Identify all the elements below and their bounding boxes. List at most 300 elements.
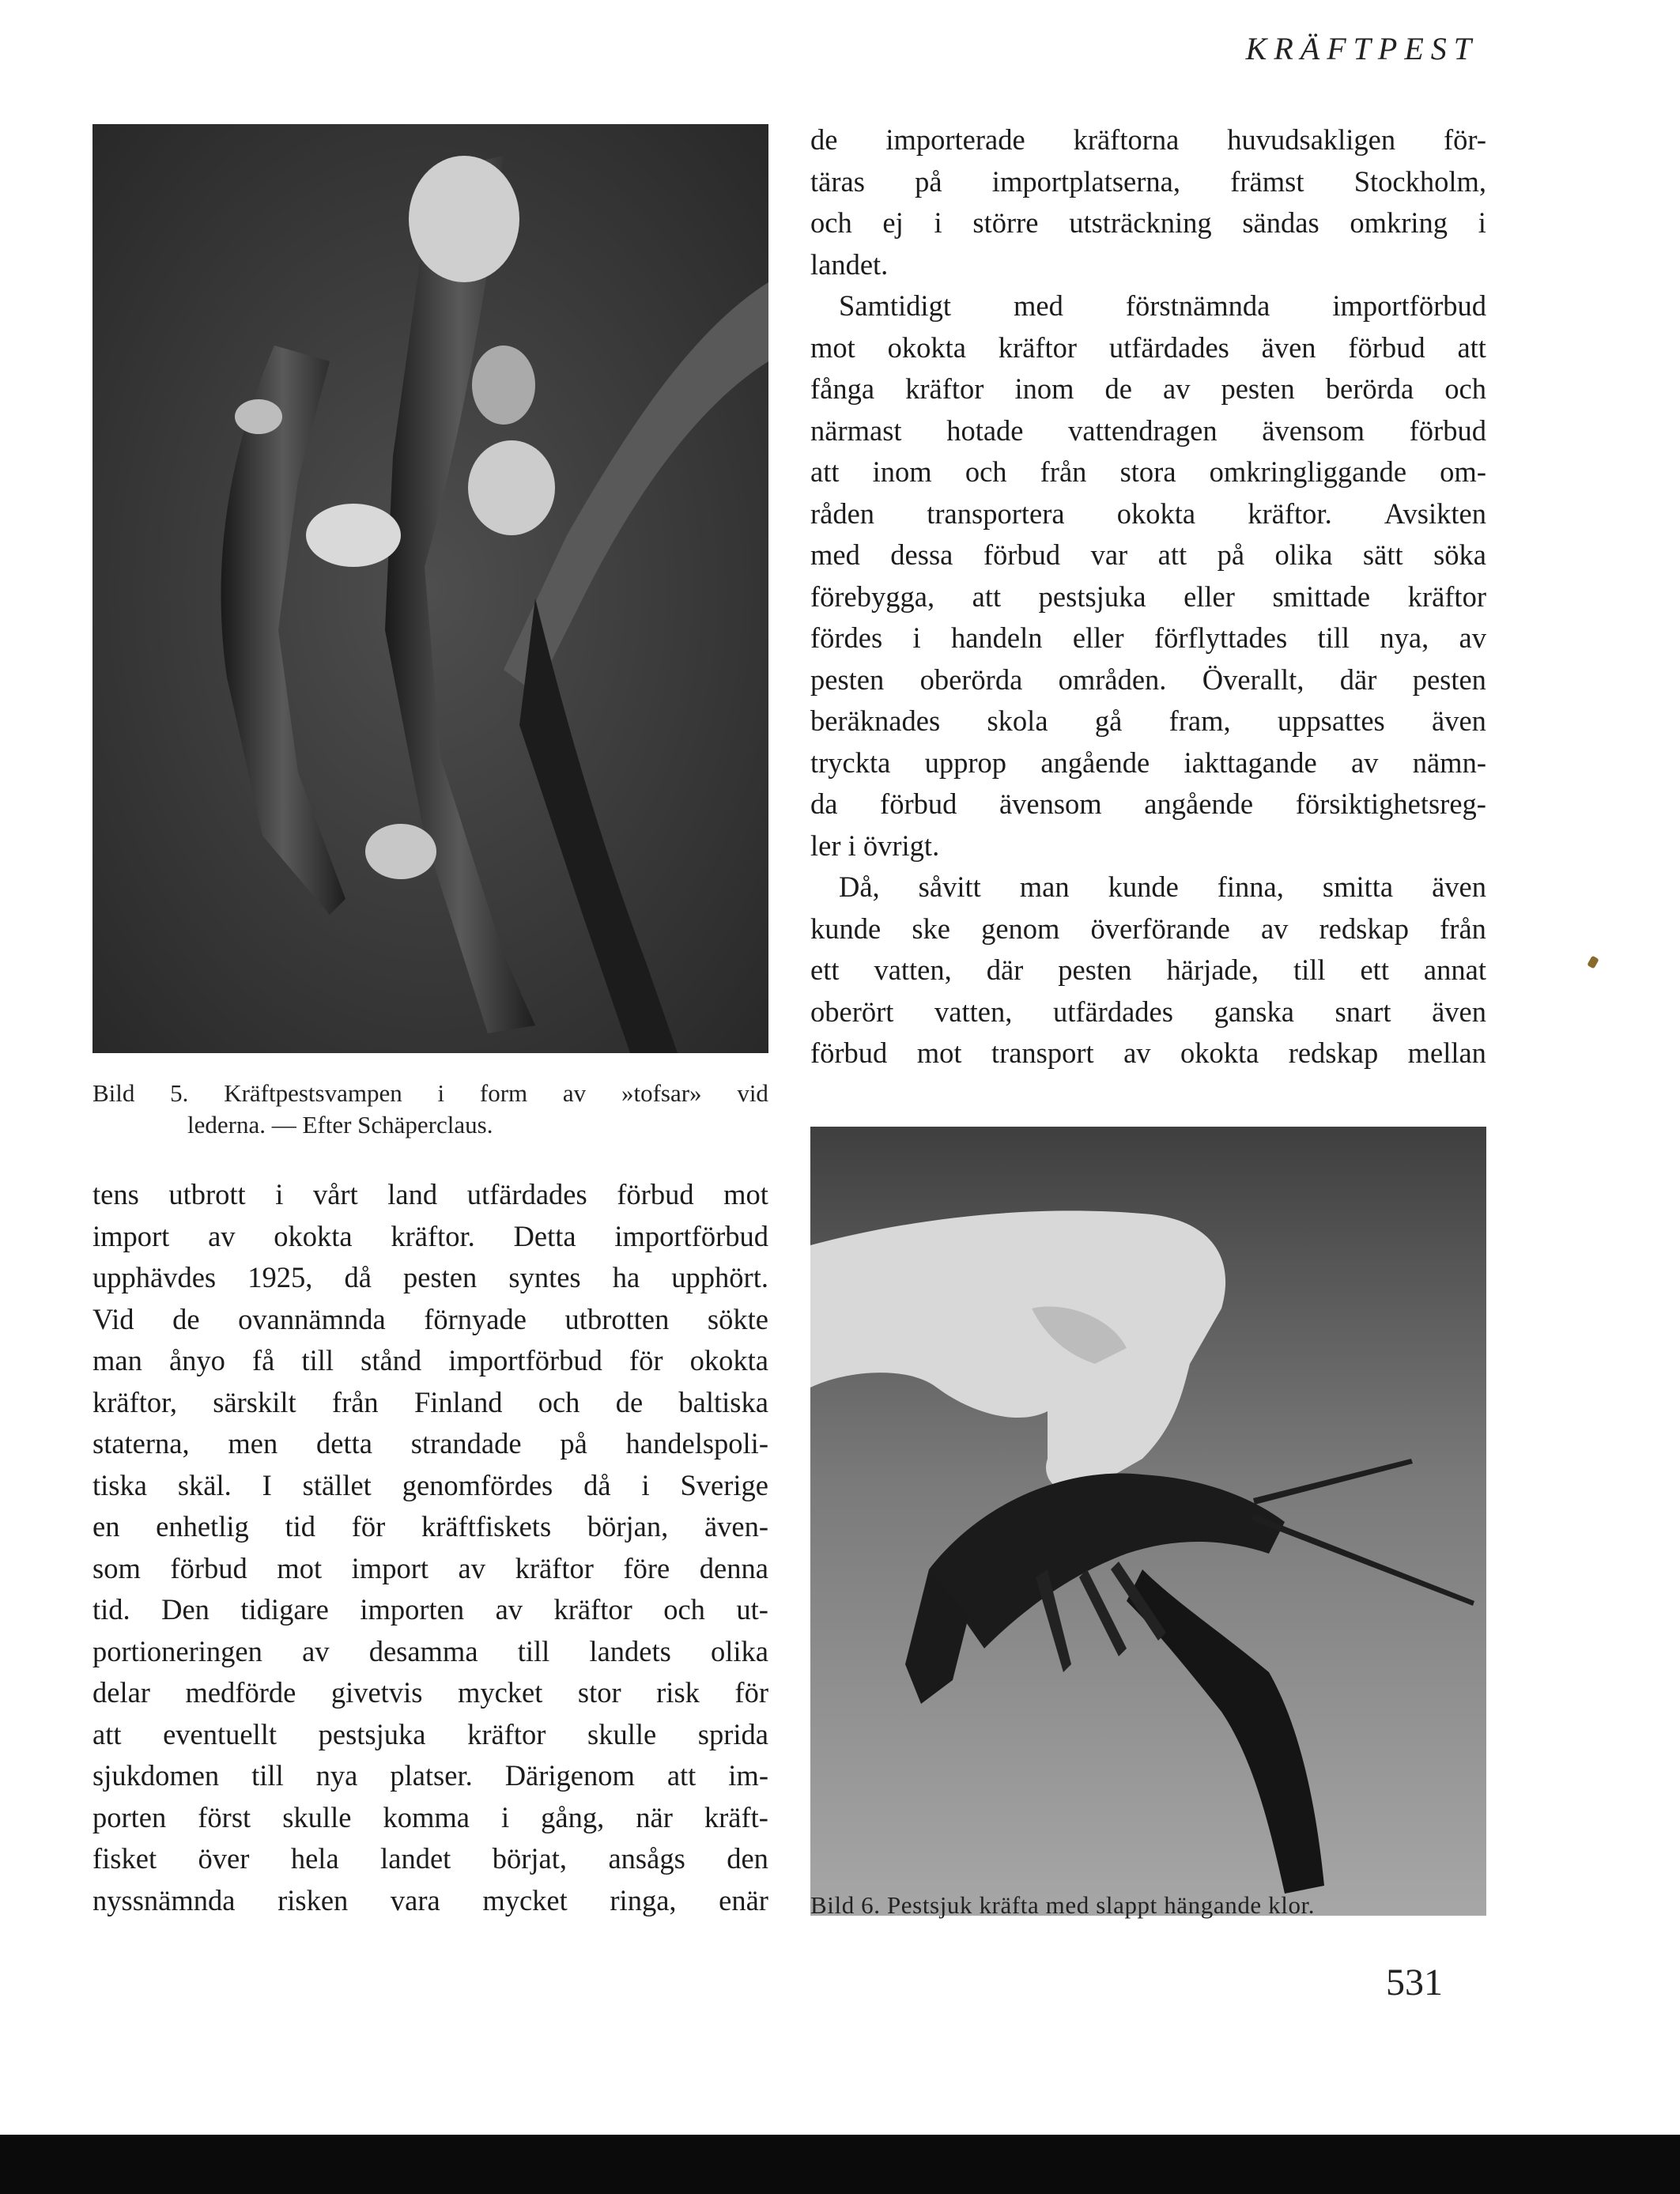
word: Detta [513,1219,576,1252]
word: okokta [1116,497,1196,530]
word: att [666,1759,697,1792]
word: från [1440,912,1486,945]
word: förstnämnda [1125,289,1270,322]
word: delar [92,1676,150,1709]
text-line [92,1797,768,1839]
word: börjat, [492,1842,568,1875]
word: im- [728,1759,768,1792]
word: tid [285,1510,315,1543]
word: ett [1360,954,1389,986]
caption-word: 5. [170,1079,189,1107]
word: transportera [927,497,1065,530]
word: av [1260,912,1289,945]
word: tens [92,1178,139,1210]
word: oberörda [919,663,1023,696]
word: angående [1144,787,1254,820]
word: land [387,1178,438,1210]
text-line [810,742,1486,784]
word: genomfördes [402,1468,553,1501]
word: nya, [1380,621,1429,654]
word: kräftor [515,1551,594,1584]
word: ävensom [999,787,1102,820]
word: och [1444,372,1486,405]
word: ringa, [610,1883,677,1916]
word: redskap [1319,912,1410,945]
text-line [810,617,1486,659]
word: Sverige [680,1468,768,1501]
word: okokta [689,1344,768,1376]
text-line [92,1216,768,1258]
word: fånga [810,372,875,405]
word: upphört. [671,1261,768,1293]
word: Stockholm, [1353,164,1486,198]
word: smitta [1322,870,1394,903]
word: sjukdomen [92,1759,220,1792]
word: med [1014,289,1063,322]
word: förbud [1348,330,1425,364]
word: enär [719,1883,768,1916]
word: importförbud [448,1344,602,1376]
word: utsträckning [1069,206,1212,239]
word: man [1019,870,1070,903]
word: Avsikten [1384,497,1486,530]
word: omkring [1350,206,1448,239]
word: sändas [1242,206,1319,239]
text-line [810,410,1486,452]
word: tryckta [810,746,891,779]
word: då [344,1261,372,1293]
text-line [810,534,1486,576]
word: överförande [1090,912,1230,945]
word: transport [991,1037,1094,1069]
word: vara [390,1883,440,1916]
word: upprop [924,746,1007,779]
word: pesten [1058,954,1132,986]
word: förnyade [424,1302,527,1335]
text-line [810,1033,1486,1074]
ink-speck [1587,955,1599,969]
word: berörda [1325,372,1414,405]
word: enhetlig [156,1510,249,1543]
word: strandade [410,1427,522,1460]
word: importförbud [614,1219,768,1252]
text-line [810,784,1486,825]
word: risk [656,1676,700,1709]
word: vatten, [934,995,1013,1028]
caption-word: Bild [92,1079,135,1107]
running-head: KRÄFTPEST [1245,31,1478,66]
word: ej [882,206,904,239]
word: givetvis [330,1676,423,1709]
word: pestsjuka [318,1717,426,1750]
text-line [92,1382,768,1424]
word: mot [916,1037,962,1069]
word: vatten, [874,954,952,986]
word: medförde [185,1676,296,1709]
word: de [1104,372,1132,405]
word: uppsattes [1277,704,1385,737]
text-line: ler i övrigt. [810,829,940,862]
word: tiska [92,1468,147,1501]
word: att [810,455,840,488]
word: eller [1072,621,1124,654]
word: i [934,206,942,239]
word: närmast [810,413,902,447]
word: sätt [1362,538,1403,571]
word: och [810,206,852,239]
text-line [810,493,1486,535]
word: kräftor [998,330,1078,364]
word: detta [316,1427,372,1460]
word: i [912,621,921,654]
word: och [965,455,1007,488]
word: för- [1444,123,1486,156]
word: okokta [887,330,966,364]
word: men [228,1427,278,1460]
text-line [810,327,1486,369]
word: beräknades [810,704,941,737]
word: ävensom [1262,413,1365,447]
word: pesten [403,1261,478,1293]
word: Finland [413,1385,503,1418]
word: dessa [890,538,953,571]
word: till [301,1344,334,1376]
word: att [1457,330,1486,364]
word: förbud [170,1551,247,1584]
word: kräftorna [1073,123,1180,156]
word: inom [1014,372,1074,405]
word: annat [1423,954,1486,986]
word: på [1217,538,1245,571]
word: kräftor [1407,580,1486,613]
word: förbud [983,538,1061,571]
word: främst [1230,164,1304,198]
text-line [92,1423,768,1465]
word: kräftor [467,1717,546,1750]
word: av [208,1219,236,1252]
word: stället [302,1468,372,1501]
word: i [641,1468,650,1501]
word: söka [1433,538,1486,571]
word: ovannämnda [238,1302,386,1335]
word: Samtidigt [839,289,951,322]
word: råden [810,497,875,530]
word: på [560,1427,587,1460]
word: mot [277,1551,323,1584]
word: kräftor [553,1593,632,1626]
word: en [92,1510,120,1543]
word: Då, [839,870,880,903]
word: till [251,1759,284,1792]
word: mycket [482,1883,568,1916]
text-line [810,659,1486,701]
word: okokta [1180,1037,1259,1069]
word: till [1317,621,1350,654]
word: även [1432,870,1486,903]
word: till [1293,954,1326,986]
word: finna, [1217,870,1284,903]
word: ett [810,954,840,986]
word: för [734,1676,768,1709]
word: okokta [274,1219,353,1252]
word: desamma [368,1634,478,1667]
word: olika [1274,538,1333,571]
word: härjade, [1166,954,1259,986]
word: av [1163,372,1191,405]
figure-5-caption-line-1 [92,1078,768,1109]
figure-6-photo [810,1127,1486,1916]
word: kräftor, [92,1385,177,1418]
word: kräftor. [1248,497,1332,530]
right-column [810,119,1486,1074]
word: och [538,1385,580,1418]
word: staterna, [92,1427,190,1460]
word: utfärdades [466,1178,587,1210]
word: portioneringen [92,1634,262,1667]
word: där [1339,663,1377,696]
figure-5-photo [92,124,768,1053]
text-line [810,867,1486,908]
word: skäl. [177,1468,232,1501]
word: vattendragen [1068,413,1218,447]
word: importerade [885,123,1025,156]
word: pestsjuka [1038,580,1146,613]
word: även- [704,1510,768,1543]
word: da [810,787,838,820]
word: och [663,1593,705,1626]
word: då [583,1468,611,1501]
word: förbud [880,787,957,820]
caption-word: vid [737,1079,768,1107]
word: landets [589,1634,671,1667]
word: ha [612,1261,640,1293]
word: när [636,1800,673,1833]
word: I [262,1468,272,1501]
word: utbrott [168,1178,246,1210]
word: utbrotten [564,1302,670,1335]
word: försiktighetsreg- [1295,787,1486,820]
word: den [727,1842,768,1875]
word: handelspoli- [625,1427,768,1460]
text-line [92,1299,768,1341]
caption-word: av [562,1079,587,1107]
word: före [623,1551,670,1584]
word: början, [587,1510,669,1543]
word: redskap [1288,1037,1379,1069]
scan-border [0,2135,1680,2194]
word: av [302,1634,330,1667]
text-line [810,908,1486,950]
word: fördes [810,621,883,654]
word: landet [380,1842,451,1875]
word: ske [912,912,950,945]
word: ganska [1214,995,1294,1028]
word: snart [1335,995,1391,1028]
word: gång, [541,1800,605,1833]
word: smittade [1272,580,1371,613]
word: områden. [1058,663,1167,696]
text-line [92,1465,768,1507]
word: kräft- [704,1800,768,1833]
word: inom [872,455,932,488]
word: risken [277,1883,349,1916]
word: stor [577,1676,621,1709]
word: tid. [92,1593,130,1626]
word: nämn- [1412,746,1486,779]
word: porten [92,1800,167,1833]
left-column [92,1174,768,1921]
word: även [1432,995,1486,1028]
word: baltiska [678,1385,768,1418]
word: import [92,1219,170,1252]
word: handeln [950,621,1043,654]
word: skulle [587,1717,657,1750]
word: eventuellt [163,1717,277,1750]
word: i [1478,206,1486,239]
text-line [810,285,1486,327]
word: eller [1184,580,1235,613]
word: fram, [1168,704,1231,737]
word: förbud [1409,413,1486,447]
text-line [810,700,1486,742]
word: stånd [361,1344,422,1376]
word: att [972,580,1002,613]
word: oberört [810,995,894,1028]
word: skola [987,704,1048,737]
word: även [1261,330,1316,364]
word: för [351,1510,386,1543]
word: särskilt [213,1385,296,1418]
word: för [629,1344,663,1376]
word: även [1432,704,1486,737]
word: förbud [617,1178,694,1210]
word: i [500,1800,510,1833]
word: tidigare [240,1593,329,1626]
word: ut- [736,1593,768,1626]
word: genom [981,912,1060,945]
word: hotade [946,413,1024,447]
text-line [92,1548,768,1590]
word: omkringliggande [1209,455,1407,488]
word: att [92,1717,122,1750]
text-line: landet. [810,247,889,281]
word: mellan [1407,1037,1486,1069]
word: utfärdades [1052,995,1173,1028]
word: skulle [282,1800,352,1833]
word: komma [383,1800,470,1833]
caption-word: form [479,1079,528,1107]
word: iakttagande [1184,746,1317,779]
text-line [92,1174,768,1216]
word: sökte [707,1302,768,1335]
word: de [615,1385,644,1418]
text-line [92,1631,768,1673]
word: stora [1119,455,1176,488]
text-line [92,1589,768,1631]
word: Den [161,1593,210,1626]
text-line [810,451,1486,493]
caption-word: »tofsar» [621,1079,702,1107]
word: angående [1040,746,1150,779]
text-line [810,576,1486,618]
caption-word: Kräftpestsvampen [224,1079,402,1107]
word: kräftor. [391,1219,475,1252]
word: att [1157,538,1187,571]
word: nyssnämnda [92,1883,236,1916]
word: från [1040,455,1087,488]
word: nya [315,1759,358,1792]
word: på [915,164,942,198]
word: mot [810,330,855,364]
word: de [172,1302,200,1335]
word: pesten [810,663,885,696]
word: täras [810,164,865,198]
text-line [810,119,1486,161]
caption-word: i [437,1079,445,1107]
word: från [331,1385,379,1418]
figure-6-caption: Bild 6. Pestsjuk kräfta med slappt hängande klor. [810,1891,1316,1919]
word: kräftfiskets [421,1510,552,1543]
word: huvudsakligen [1227,123,1396,156]
word: gå [1094,704,1123,737]
word: av [1350,746,1379,779]
word: var [1090,538,1128,571]
word: importförbud [1332,289,1486,322]
figure-5-caption [92,1078,768,1141]
word: pesten [1412,663,1486,696]
word: kräftor [905,372,984,405]
word: större [972,206,1039,239]
word: import [351,1551,428,1584]
figure-5-caption-line-2: lederna. — Efter Schäperclaus. [187,1111,493,1139]
text-line [92,1506,768,1548]
text-line [92,1880,768,1922]
word: ånyo [168,1344,225,1376]
word: Överallt, [1202,663,1304,696]
word: såvitt [918,870,981,903]
word: Därigenom [504,1759,635,1792]
word: Vid [92,1302,134,1335]
word: över [198,1842,250,1875]
text-line [810,202,1486,244]
word: förflyttades [1153,621,1288,654]
word: hela [290,1842,339,1875]
word: mot [723,1178,768,1210]
text-line [92,1755,768,1797]
text-line [92,1340,768,1382]
word: till [517,1634,550,1667]
text-line [810,161,1486,203]
word: av [1123,1037,1151,1069]
text-line [810,991,1486,1033]
word: kunde [1108,870,1179,903]
word: utfärdades [1108,330,1229,364]
text-line [92,1838,768,1880]
word: vårt [312,1178,358,1210]
word: sprida [697,1717,768,1750]
word: som [92,1551,141,1584]
word: mycket [457,1676,543,1709]
word: ansågs [608,1842,685,1875]
word: platser. [390,1759,473,1792]
word: kunde [810,912,882,945]
text-line [810,950,1486,991]
word: i [275,1178,284,1210]
word: importplatserna, [991,164,1180,198]
word: fisket [92,1842,157,1875]
text-line [92,1257,768,1299]
word: där [986,954,1024,986]
